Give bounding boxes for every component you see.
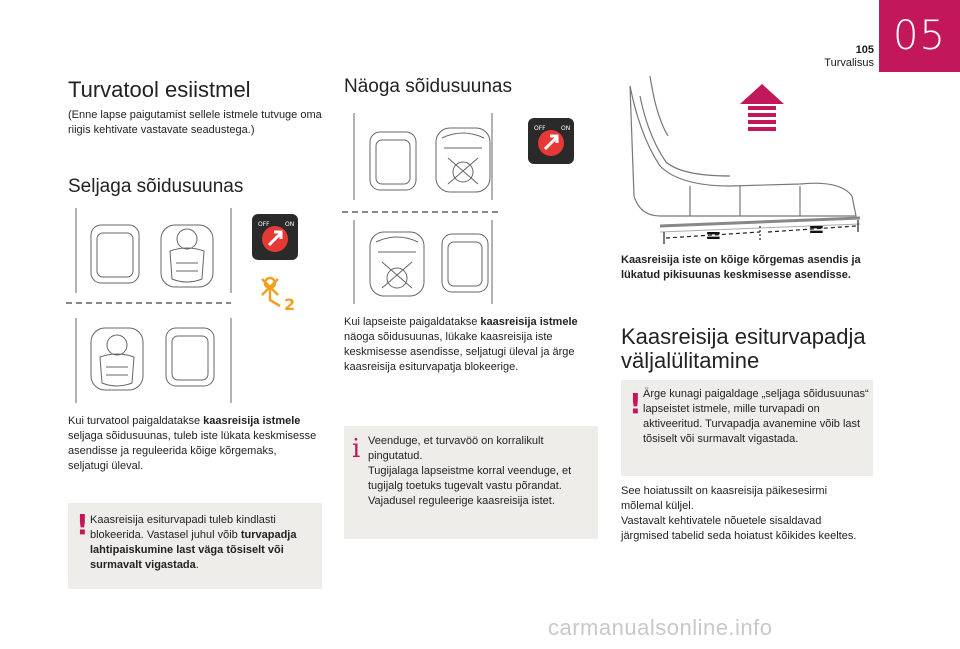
warning-box-right: [621, 380, 873, 476]
info-icon: i: [352, 434, 361, 464]
badge-off-label: OFF: [258, 221, 270, 228]
text-run: Kui turvatool paigaldatakse: [68, 415, 204, 427]
page-number: 105: [855, 44, 874, 56]
subtitle-forward-facing: Näoga sõidusuunas: [344, 76, 512, 97]
text-run: Kui lapseiste paigaldatakse: [344, 316, 481, 328]
subtitle-rear-facing: Seljaga sõidusuunas: [68, 176, 244, 197]
warning-icon: !: [76, 508, 89, 541]
text-run: Kaasreisija esiturvapadi tuleb kindlasti blokeerida. Vastasel juhul võib: [90, 514, 276, 541]
airbag-title-line-1: Kaasreisija esiturvapadja: [621, 324, 866, 349]
label-location-paragraph: See hoiatussilt on kaasreisija päikesesirmi mõlemal küljel.: [621, 485, 828, 512]
warning-text-right: Ärge kunagi paigaldage „seljaga sõidusuunas“ lapseistet istmele, mille turvapadi on aktiveeritud. Turvapadja avanemine võib last tõsiselt või surmavalt vigastada.: [643, 388, 869, 445]
badge-on-label: ON: [285, 221, 295, 228]
badge-off-label: OFF: [534, 125, 546, 132]
info-line-2: Tugijalaga lapseistme korral veenduge, et tugijalg toetuks tugevalt vastu põrandat. Vajadusel reguleerige kaasreisija istet.: [368, 465, 572, 507]
airbag-indicator-icon: [258, 276, 298, 312]
info-box-middle: [344, 426, 598, 539]
text-run-bold: turvapadja lahtipaiskumine last väga tõsiselt või surmavalt vigastada: [90, 529, 297, 571]
forward-facing-paragraph: [344, 315, 598, 375]
info-line-1: Veenduge, et turvavöö on korralikult pingutatud.: [368, 435, 544, 462]
watermark: carmanualsonline.info: [548, 615, 773, 640]
forward-facing-seat-illustration: [342, 108, 517, 308]
text-run-bold: kaasreisija istmele: [203, 415, 301, 427]
text-run-bold: kaasreisija istmele: [480, 316, 578, 328]
equals-mark-2: =: [808, 217, 825, 241]
equals-mark-1: =: [705, 223, 722, 247]
chapter-tab: 05: [879, 0, 960, 72]
warning-text-left: [90, 513, 316, 573]
rear-facing-paragraph: [68, 414, 318, 474]
info-text: [368, 434, 592, 509]
seat-position-illustration: [620, 76, 865, 248]
text-run: .: [195, 559, 199, 571]
page-title: Turvatool esiistmel: [68, 77, 251, 102]
seat-position-caption: Kaasreisija iste on kõige kõrgemas asendis ja lükatud pikisuunas keskmisesse asendisse.: [621, 254, 861, 281]
warning-icon: !: [629, 387, 642, 420]
airbag-number: 2: [284, 295, 296, 312]
text-run: näoga sõidusuunas, lükake kaasreisija iste keskmisesse asendisse, seljatugi üleval ja ärge kaasreisija esiturvapatja blokeerige.: [344, 331, 575, 373]
warning-box-left: [68, 503, 322, 589]
section-name: Turvalisus: [824, 57, 874, 69]
badge-on-label: ON: [561, 125, 571, 132]
airbag-off-badge: [252, 214, 298, 260]
intro-text: (Enne lapse paigutamist sellele istmele tutvuge oma riigis kehtivate vastavate seadustega.): [68, 109, 322, 136]
rear-facing-seat-illustration: [66, 203, 241, 408]
airbag-on-badge: [528, 118, 574, 164]
airbag-title-line-2: väljalülitamine: [621, 348, 760, 373]
up-arrow-icon: [740, 84, 784, 131]
text-run: seljaga sõidusuunas, tuleb iste lükata keskmisesse asendisse ja reguleerida kõige kõrgemaks, seljatugi üleval.: [68, 430, 317, 472]
tables-paragraph: Vastavalt kehtivatele nõuetele sisaldavad järgmised tabelid seda hoiatust kõikides keeltes.: [621, 515, 857, 542]
